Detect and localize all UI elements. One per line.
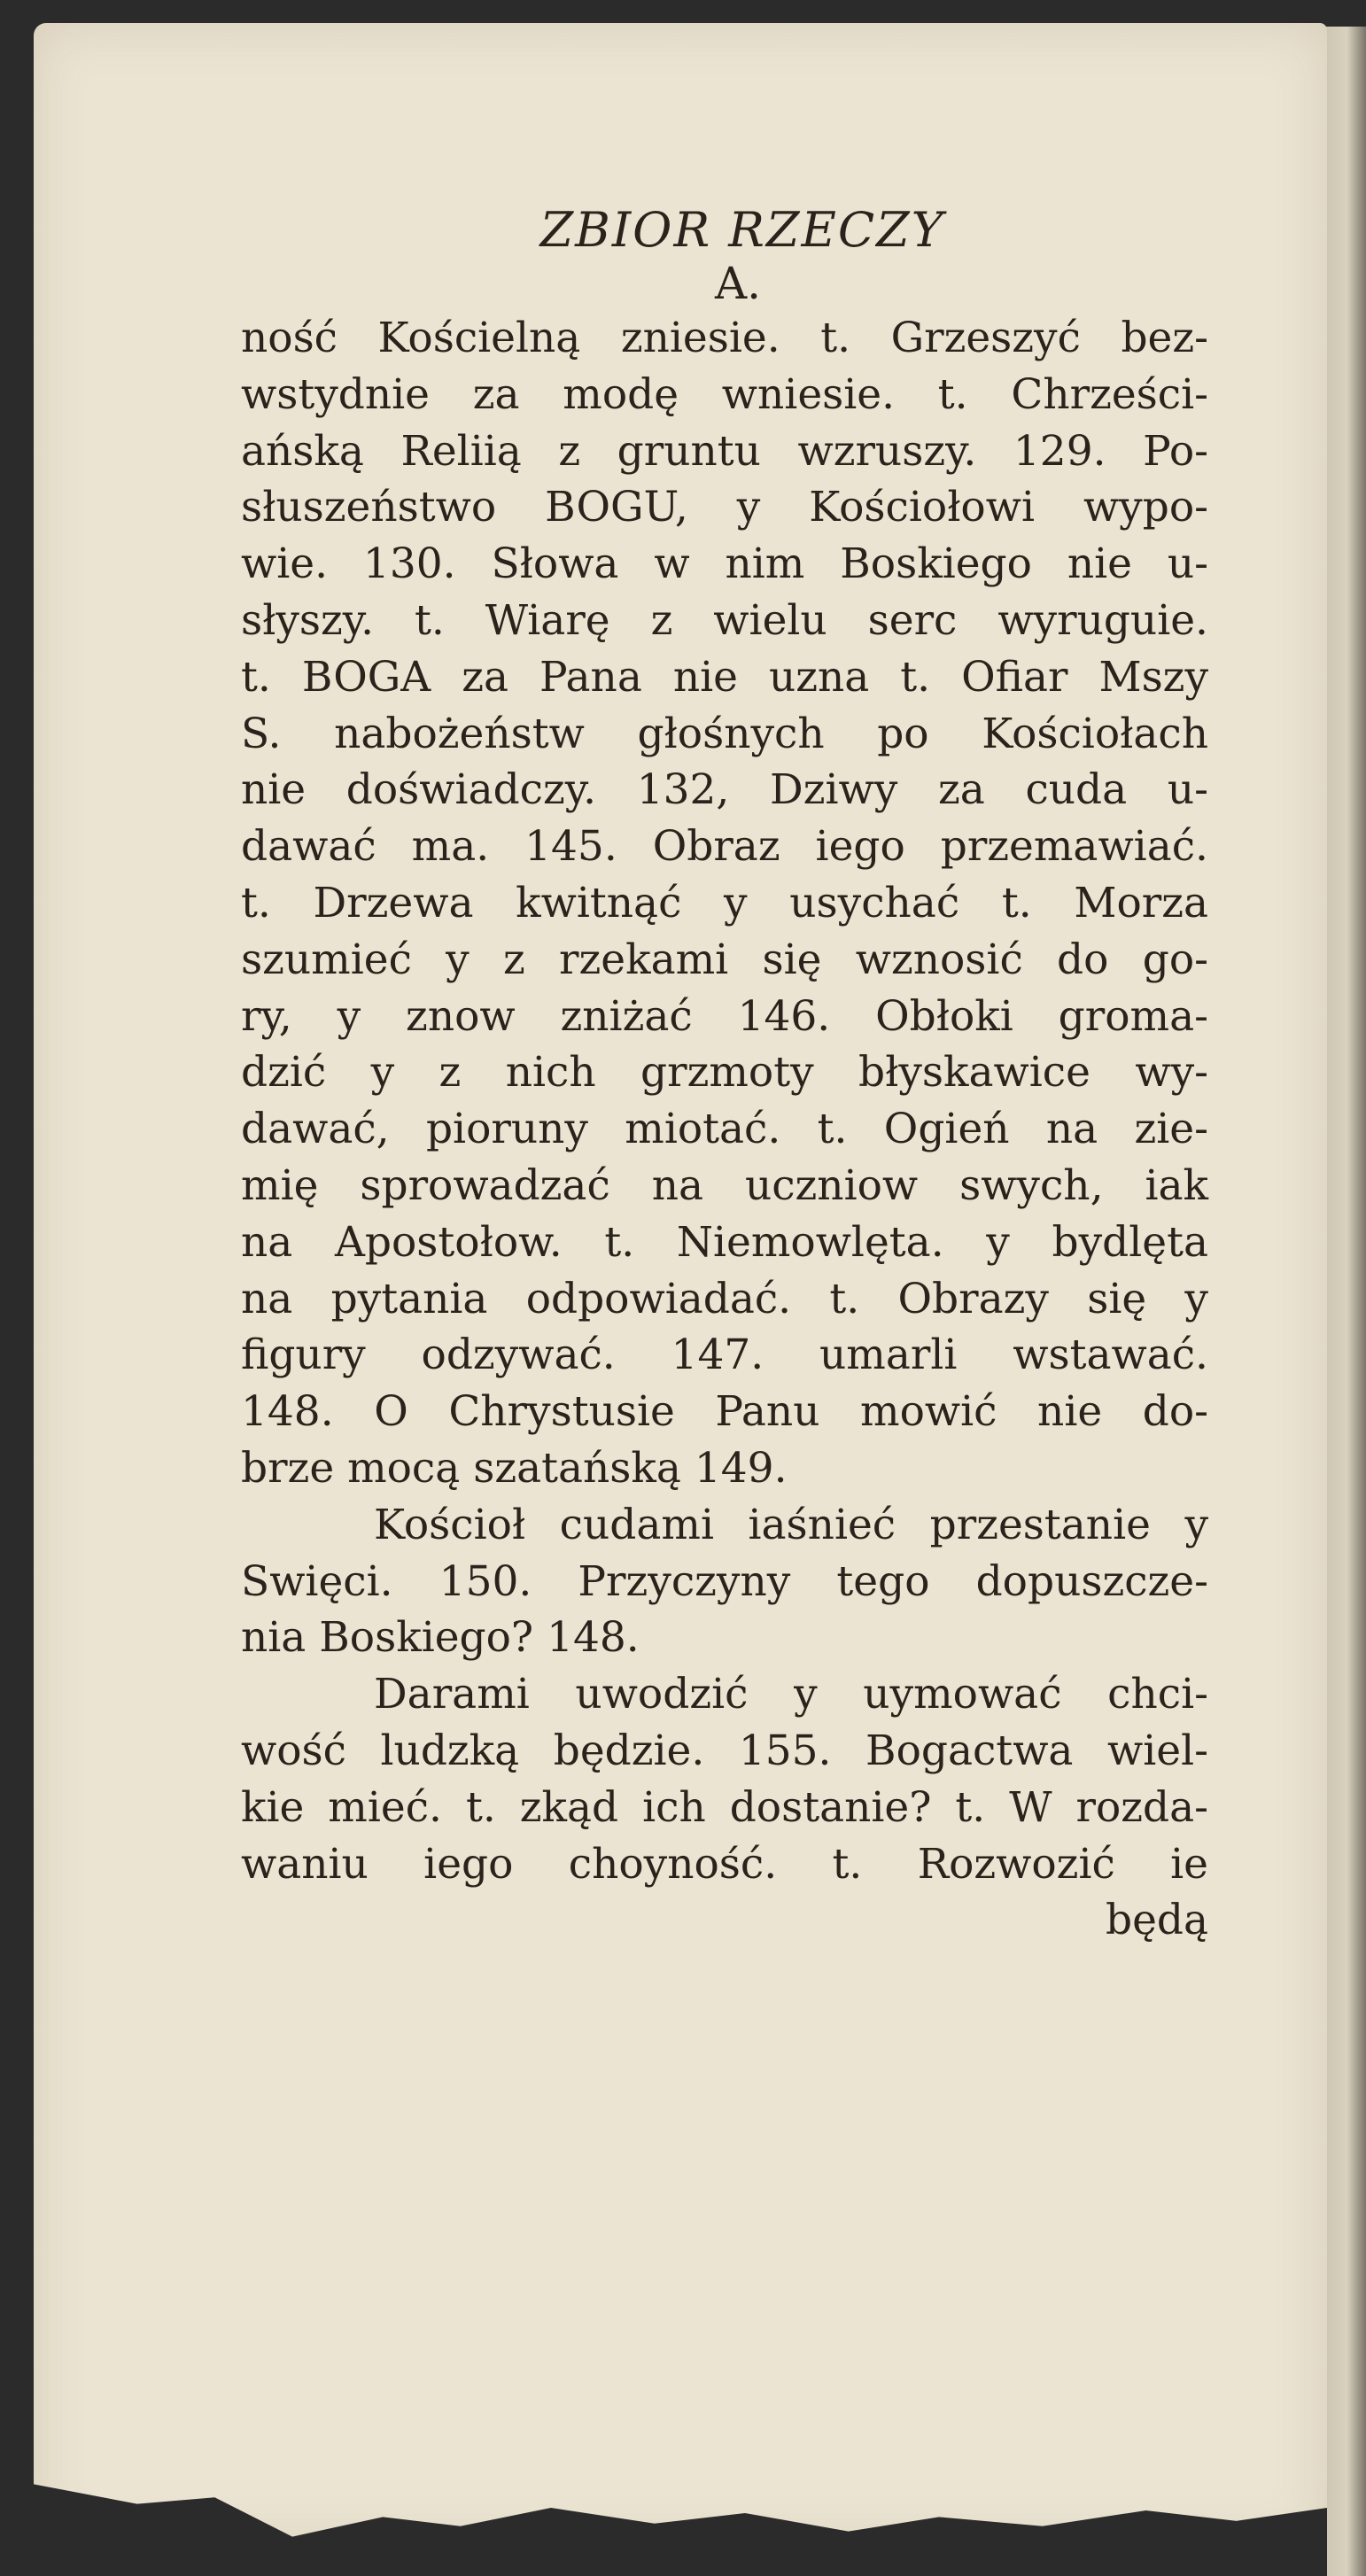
text-line: szumieć y z rzekami się wznosić do go- [241, 935, 1208, 984]
text-line: ańską Reliią z gruntu wzruszy. 129. Po- [241, 426, 1208, 476]
text-line: kie mieć. t. zkąd ich dostanie? t. W rozda- [241, 1782, 1208, 1832]
text-line: ry, y znow zniżać 146. Obłoki groma- [241, 991, 1208, 1041]
text-line: dawać ma. 145. Obraz iego przemawiać. [241, 822, 1208, 872]
text-line: słuszeństwo BOGU, y Kościołowi wypo- [241, 483, 1208, 532]
text-line: ność Kościelną zniesie. t. Grzeszyć bez- [241, 314, 1208, 362]
text-line: Darami uwodzić y uymować chci- [374, 1670, 1208, 1719]
text-line: na Apostołow. t. Niemowlęta. y bydlęta [241, 1217, 1208, 1267]
text-line: wość ludzką będzie. 155. Bogactwa wiel- [241, 1726, 1208, 1775]
text-line: S. nabożeństw głośnych po Kościołach [241, 709, 1208, 758]
catchword: będą [1105, 1896, 1208, 1945]
text-line: na pytania odpowiadać. t. Obrazy się y [241, 1274, 1208, 1323]
section-letter: A. [714, 258, 761, 309]
text-line: nie doświadczy. 132, Dziwy za cuda u- [241, 765, 1208, 815]
text-line: figury odzywać. 147. umarli wstawać. [241, 1331, 1208, 1380]
text-line: dawać, pioruny miotać. t. Ogień na zie- [241, 1105, 1208, 1154]
text-line: waniu iego choyność. t. Rozwozić ie [241, 1839, 1208, 1889]
text-line: słyszy. t. Wiarę z wielu serc wyruguie. [241, 595, 1208, 645]
text-line: wstydnie za modę wniesie. t. Chrześci- [241, 369, 1208, 419]
text-block [241, 204, 1208, 1949]
text-line: wie. 130. Słowa w nim Boskiego nie u- [241, 539, 1208, 589]
text-line: dzić y z nich grzmoty błyskawice wy- [241, 1048, 1208, 1098]
running-head: ZBIOR RZECZY [539, 202, 945, 258]
text-line: t. Drzewa kwitnąć y usychać t. Morza [241, 878, 1208, 927]
text-line: Kościoł cudami iaśnieć przestanie y [374, 1500, 1208, 1549]
text-line: brze mocą szatańską 149. [241, 1443, 788, 1493]
text-line: 148. O Chrystusie Panu mowić nie do- [241, 1387, 1208, 1437]
text-line: mię sprowadzać na uczniow swych, iak [241, 1160, 1208, 1210]
text-line: nia Boskiego? 148. [241, 1613, 640, 1663]
body-text [241, 310, 1208, 1892]
text-line: t. BOGA za Pana nie uzna t. Ofiar Mszy [241, 652, 1208, 702]
text-line: Swięci. 150. Przyczyny tego dopuszcze- [241, 1556, 1208, 1606]
